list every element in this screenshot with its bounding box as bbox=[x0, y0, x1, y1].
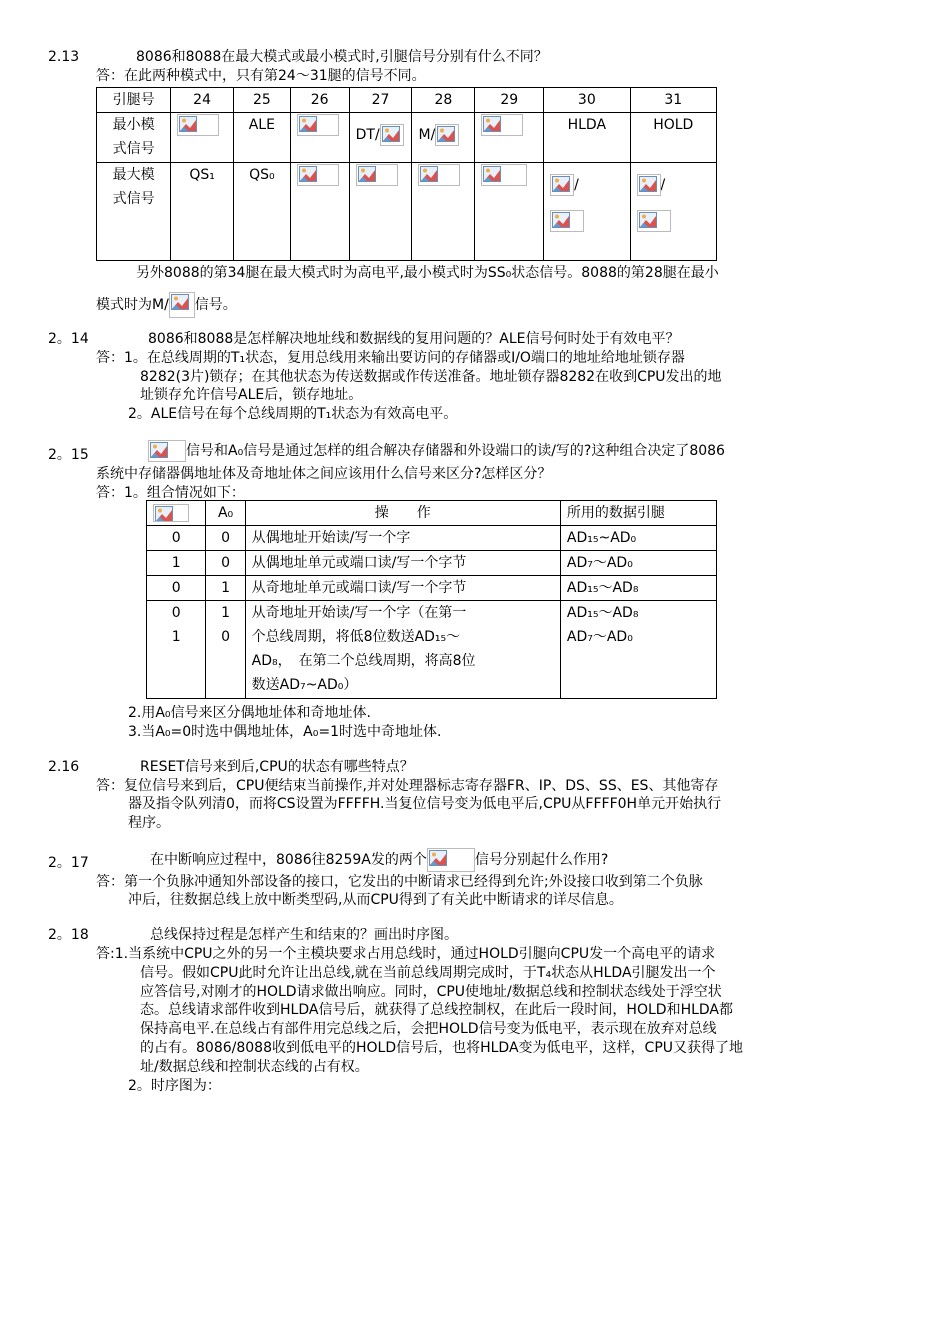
row-label: 式信号 bbox=[112, 141, 155, 157]
table-header-cell: 24 bbox=[171, 88, 234, 113]
question-text: 信号和A₀信号是通过怎样的组合解决存储器和外设端口的读/写的?这种组合决定了8086 bbox=[186, 443, 725, 459]
table-cell: 1 bbox=[221, 605, 230, 621]
answer-text: 答：复位信号来到后，CPU便结束当前操作,并对处理器标志寄存器FR、IP、DS、SS、ES、其他寄存 bbox=[96, 778, 719, 794]
question-number: 2。15 bbox=[48, 447, 89, 463]
answer-text: 态。总线请求部件收到HLDA信号后，就获得了总线控制权，在此后一段时间，HOLD和HLDA都 bbox=[140, 1002, 734, 1018]
answer-text: 的占有。8086/8088收到低电平的HOLD信号后，也将HLDA变为低电平，这样，CPU又获得了地 bbox=[140, 1040, 744, 1056]
table-header-cell: 29 bbox=[475, 88, 544, 113]
row-label: 最小模 bbox=[112, 117, 155, 133]
row-label: 最大模 bbox=[112, 167, 155, 183]
signal-image-icon bbox=[550, 174, 574, 196]
table-header-cell: 25 bbox=[234, 88, 291, 113]
signal-image-icon bbox=[435, 124, 459, 146]
table-cell: 0 bbox=[171, 605, 181, 621]
table-header-cell: 28 bbox=[412, 88, 475, 113]
signal-image-icon bbox=[418, 164, 460, 186]
answer-text: 答：在此两种模式中，只有第24～31腿的信号不同。 bbox=[96, 68, 426, 84]
answer-text: 2。时序图为： bbox=[128, 1078, 221, 1094]
table-header-cell: 26 bbox=[290, 88, 349, 113]
table-cell: M/ bbox=[418, 127, 436, 143]
question-text: 8086和8088是怎样解决地址线和数据线的复用问题的？ALE信号何时处于有效电平？ bbox=[148, 331, 680, 347]
signal-image-icon bbox=[356, 164, 398, 186]
table-cell: 从偶地址开始读/写一个字 bbox=[245, 526, 560, 551]
answer-text: 程序。 bbox=[128, 815, 170, 831]
table-cell: 0 bbox=[147, 576, 206, 601]
table-header-cell: 所用的数据引腿 bbox=[560, 501, 716, 526]
question-text: 系统中存储器偶地址体及奇地址体之间应该用什么信号来区分?怎样区分？ bbox=[96, 466, 552, 482]
signal-image-icon bbox=[380, 124, 404, 146]
pin-signal-table bbox=[96, 87, 717, 261]
table-cell: AD₁₅～AD₈ bbox=[566, 605, 639, 621]
note-text: 模式时为M/ bbox=[96, 297, 169, 313]
question-text: 总线保持过程是怎样产生和结束的？画出时序图。 bbox=[150, 927, 458, 943]
answer-text: 答：第一个负脉冲通知外部设备的接口，它发出的中断请求已经得到允许;外设接口收到第二个负脉 bbox=[96, 874, 703, 890]
question-text: RESET信号来到后,CPU的状态有哪些特点？ bbox=[140, 759, 414, 775]
answer-text: 址锁存允许信号ALE后，锁存地址。 bbox=[140, 387, 363, 403]
table-cell: AD₁₅~AD₀ bbox=[560, 526, 716, 551]
table-cell: 1 bbox=[206, 576, 245, 601]
question-text: 在中断响应过程中，8086往8259A发的两个 bbox=[150, 852, 427, 868]
row-label: 式信号 bbox=[112, 191, 155, 207]
slash-text: / bbox=[660, 177, 666, 193]
table-header-cell: 30 bbox=[544, 88, 630, 113]
signal-image-icon bbox=[148, 440, 186, 462]
signal-image-icon bbox=[153, 504, 189, 522]
question-text: 8086和8088在最大模式或最小模式时,引腿信号分别有什么不同？ bbox=[136, 49, 548, 65]
table-cell: ALE bbox=[234, 113, 291, 163]
answer-text: 3.当A₀=0时选中偶地址体，A₀=1时选中奇地址体. bbox=[128, 724, 442, 740]
answer-text: 答:1.当系统中CPU之外的另一个主模块要求占用总线时，通过HOLD引腿向CPU发一个高电平的请求 bbox=[96, 946, 716, 962]
table-cell: QS₀ bbox=[234, 163, 291, 261]
note-text: 信号。 bbox=[194, 297, 237, 313]
table-cell: 0 bbox=[221, 629, 230, 645]
table-cell: 个总线周期，将低8位数送AD₁₅～ bbox=[251, 629, 461, 645]
answer-text: 信号。假如CPU此时允许让出总线,就在当前总线周期完成时，于T₄状态从HLDA引腿发出一个 bbox=[140, 965, 716, 981]
table-cell: 0 bbox=[206, 551, 245, 576]
table-cell: DT/ bbox=[355, 127, 380, 143]
signal-image-icon bbox=[297, 114, 339, 136]
signal-image-icon bbox=[637, 210, 671, 232]
signal-image-icon bbox=[481, 114, 523, 136]
answer-text: 应答信号,对刚才的HOLD请求做出响应。同时，CPU使地址/数据总线和控制状态线处于浮空状 bbox=[140, 984, 722, 1000]
table-header-cell: 27 bbox=[349, 88, 412, 113]
question-number: 2。18 bbox=[48, 927, 89, 943]
table-cell: QS₁ bbox=[171, 163, 234, 261]
signal-image-icon bbox=[177, 114, 219, 136]
answer-text: 2.用A₀信号来区分偶地址体和奇地址体. bbox=[128, 705, 371, 721]
answer-text: 2。ALE信号在每个总线周期的T₁状态为有效高电平。 bbox=[128, 406, 458, 422]
table-cell: AD₈， 在第二个总线周期，将高8位 bbox=[251, 653, 476, 669]
question-text: 信号分别起什么作用? bbox=[474, 852, 609, 868]
table-header-cell: 31 bbox=[630, 88, 716, 113]
answer-text: 址/数据总线和控制状态线的占有权。 bbox=[140, 1059, 369, 1075]
answer-text: 保持高电平.在总线占有部件用完总线之后，会把HOLD信号变为低电平，表示现在放弃对总线 bbox=[140, 1021, 717, 1037]
signal-image-icon bbox=[637, 174, 661, 196]
signal-image-icon bbox=[169, 292, 195, 318]
signal-image-icon bbox=[427, 848, 475, 872]
table-cell: 0 bbox=[147, 526, 206, 551]
read-write-table bbox=[146, 500, 717, 699]
table-cell: 1 bbox=[147, 551, 206, 576]
answer-text: 冲后，往数据总线上放中断类型码,从而CPU得到了有关此中断请求的详尽信息。 bbox=[128, 892, 623, 908]
slash-text: / bbox=[574, 177, 579, 193]
table-cell: 从偶地址单元或端口读/写一个字节 bbox=[245, 551, 560, 576]
question-number: 2。17 bbox=[48, 855, 89, 871]
table-cell: AD₁₅～AD₈ bbox=[560, 576, 716, 601]
signal-image-icon bbox=[550, 210, 584, 232]
signal-image-icon bbox=[481, 164, 527, 186]
question-number: 2.13 bbox=[48, 49, 80, 65]
signal-image-icon bbox=[297, 164, 339, 186]
table-header-cell: A₀ bbox=[206, 501, 245, 526]
answer-text: 答：1。组合情况如下： bbox=[96, 485, 245, 501]
table-cell: 从奇地址开始读/写一个字（在第一 bbox=[251, 605, 467, 621]
table-cell: HLDA bbox=[544, 113, 630, 163]
table-cell: AD₇～AD₀ bbox=[566, 629, 633, 645]
table-cell: HOLD bbox=[630, 113, 716, 163]
table-cell: 0 bbox=[206, 526, 245, 551]
question-number: 2.16 bbox=[48, 759, 80, 775]
table-header-cell: 操 作 bbox=[245, 501, 560, 526]
answer-text: 器及指令队列清0，而将CS设置为FFFFH.当复位信号变为低电平后,CPU从FFFF0H单元开始执行 bbox=[128, 796, 722, 812]
table-cell: 从奇地址单元或端口读/写一个字节 bbox=[245, 576, 560, 601]
question-number: 2。14 bbox=[48, 331, 89, 347]
table-cell: 数送AD₇~AD₀） bbox=[251, 677, 358, 693]
table-cell: 1 bbox=[171, 629, 181, 645]
table-header-cell: 引腿号 bbox=[97, 88, 171, 113]
answer-text: 8282(3片)锁存；在其他状态为传送数据或作传送准备。地址锁存器8282在收到CPU发出的地 bbox=[140, 369, 722, 385]
table-cell: AD₇～AD₀ bbox=[560, 551, 716, 576]
answer-text: 答：1。在总线周期的T₁状态，复用总线用来输出要访问的存储器或I/O端口的地址给地址锁存器 bbox=[96, 350, 685, 366]
note-text: 另外8088的第34腿在最大模式时为高电平,最小模式时为SS₀状态信号。8088的第28腿在最小 bbox=[136, 265, 719, 281]
